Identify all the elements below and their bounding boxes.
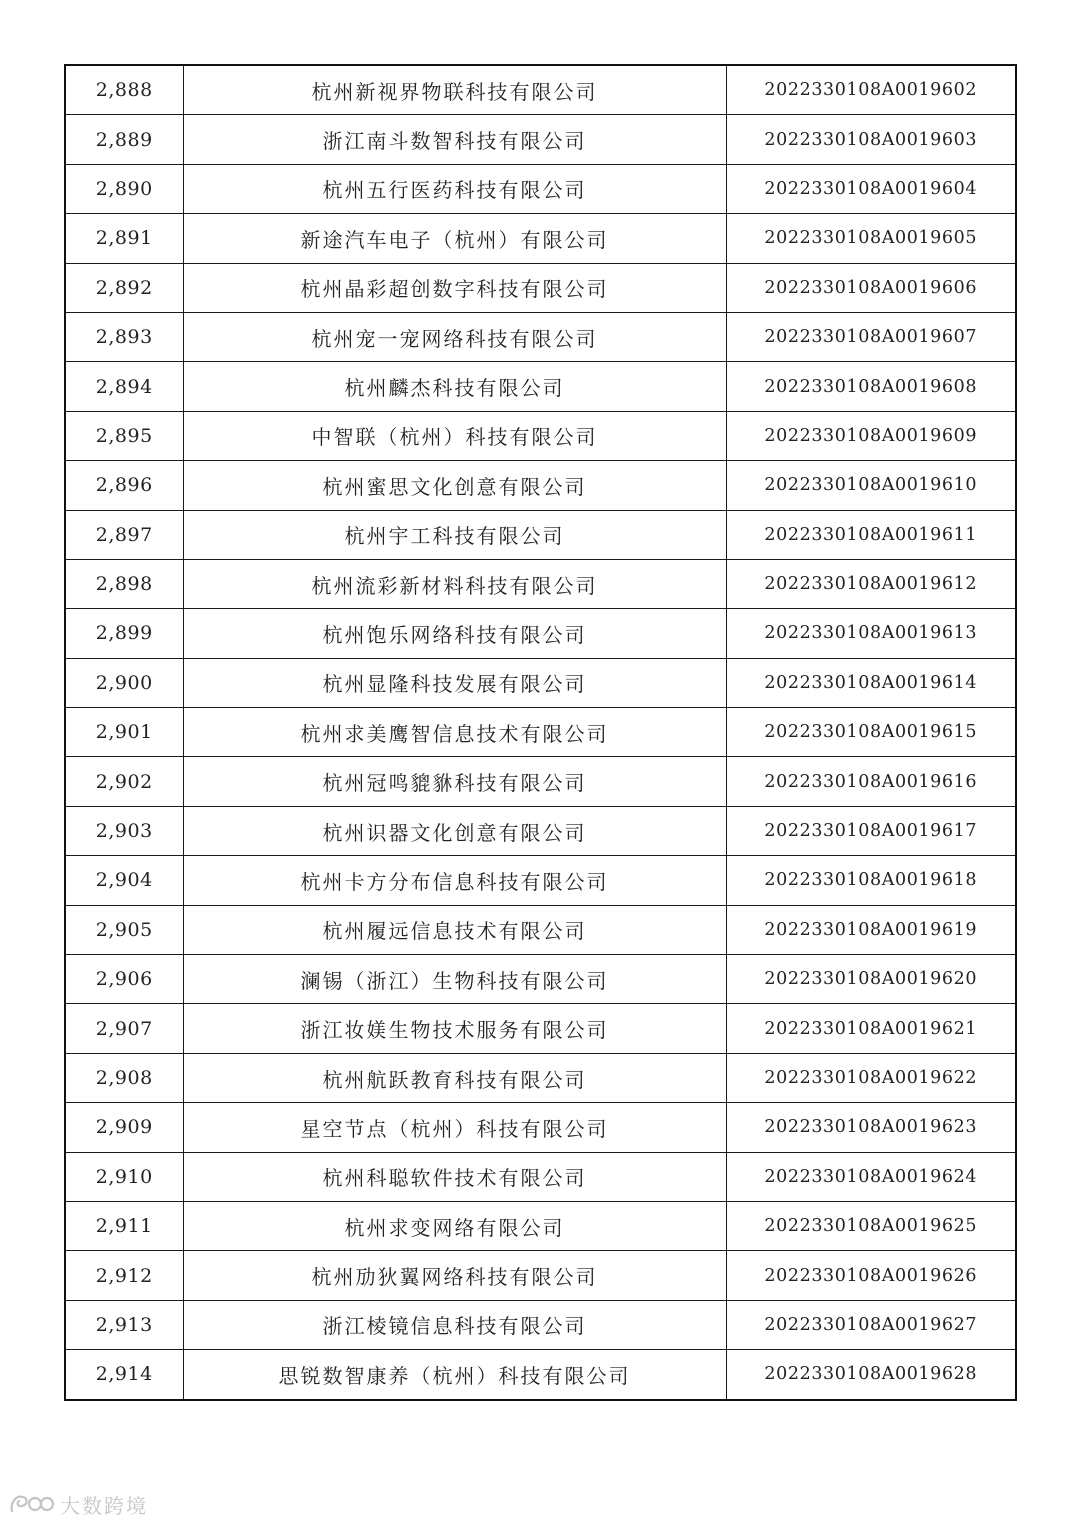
table-row <box>65 1053 1016 1102</box>
registration-code-cell: 2022330108A0019623 <box>726 1103 1016 1152</box>
table-row <box>65 461 1016 510</box>
row-number-cell: 2,888 <box>65 65 183 115</box>
registration-code-cell: 2022330108A0019626 <box>726 1251 1016 1300</box>
row-number-cell: 2,905 <box>65 905 183 954</box>
company-name-cell: 杭州宇工科技有限公司 <box>183 510 726 559</box>
table-row <box>65 411 1016 460</box>
company-name-cell: 杭州宠一宠网络科技有限公司 <box>183 312 726 361</box>
table-row <box>65 214 1016 263</box>
row-number-cell: 2,907 <box>65 1004 183 1053</box>
row-number-cell: 2,909 <box>65 1103 183 1152</box>
registration-code-cell: 2022330108A0019614 <box>726 658 1016 707</box>
company-name-cell: 中智联（杭州）科技有限公司 <box>183 411 726 460</box>
row-number-cell: 2,903 <box>65 806 183 855</box>
table-row <box>65 312 1016 361</box>
company-name-cell: 杭州五行医药科技有限公司 <box>183 164 726 213</box>
row-number-cell: 2,892 <box>65 263 183 312</box>
registration-code-cell: 2022330108A0019613 <box>726 609 1016 658</box>
company-name-cell: 思锐数智康养（杭州）科技有限公司 <box>183 1350 726 1400</box>
table-row <box>65 955 1016 1004</box>
table-row <box>65 905 1016 954</box>
table-row <box>65 559 1016 608</box>
row-number-cell: 2,893 <box>65 312 183 361</box>
company-name-cell: 杭州科聪软件技术有限公司 <box>183 1152 726 1201</box>
table-row <box>65 1300 1016 1349</box>
registration-code-cell: 2022330108A0019616 <box>726 757 1016 806</box>
registration-code-cell: 2022330108A0019628 <box>726 1350 1016 1400</box>
registration-code-cell: 2022330108A0019619 <box>726 905 1016 954</box>
row-number-cell: 2,911 <box>65 1201 183 1250</box>
company-name-cell: 杭州冠鸣貔貅科技有限公司 <box>183 757 726 806</box>
source-watermark <box>8 1488 148 1520</box>
row-number-cell: 2,912 <box>65 1251 183 1300</box>
registration-code-cell: 2022330108A0019621 <box>726 1004 1016 1053</box>
registration-code-cell: 2022330108A0019609 <box>726 411 1016 460</box>
row-number-cell: 2,902 <box>65 757 183 806</box>
table-row <box>65 510 1016 559</box>
company-name-cell: 杭州麟杰科技有限公司 <box>183 362 726 411</box>
registration-code-cell: 2022330108A0019617 <box>726 806 1016 855</box>
registry-table-body <box>65 65 1016 1400</box>
watermark-text: 大数跨境 <box>60 1493 148 1518</box>
table-row <box>65 1103 1016 1152</box>
company-name-cell: 杭州卡方分布信息科技有限公司 <box>183 856 726 905</box>
table-row <box>65 1350 1016 1400</box>
company-name-cell: 杭州求变网络有限公司 <box>183 1201 726 1250</box>
table-row <box>65 856 1016 905</box>
company-name-cell: 杭州显隆科技发展有限公司 <box>183 658 726 707</box>
registration-code-cell: 2022330108A0019627 <box>726 1300 1016 1349</box>
source-logo-icon <box>8 1489 54 1519</box>
registration-code-cell: 2022330108A0019625 <box>726 1201 1016 1250</box>
registration-code-cell: 2022330108A0019624 <box>726 1152 1016 1201</box>
company-name-cell: 杭州流彩新材料科技有限公司 <box>183 559 726 608</box>
company-name-cell: 星空节点（杭州）科技有限公司 <box>183 1103 726 1152</box>
table-row <box>65 1201 1016 1250</box>
row-number-cell: 2,890 <box>65 164 183 213</box>
company-name-cell: 杭州求美鹰智信息技术有限公司 <box>183 708 726 757</box>
row-number-cell: 2,908 <box>65 1053 183 1102</box>
company-name-cell: 杭州劢狄翼网络科技有限公司 <box>183 1251 726 1300</box>
row-number-cell: 2,896 <box>65 461 183 510</box>
registration-code-cell: 2022330108A0019606 <box>726 263 1016 312</box>
table-row <box>65 658 1016 707</box>
company-name-cell: 杭州履远信息技术有限公司 <box>183 905 726 954</box>
table-row <box>65 1251 1016 1300</box>
registration-code-cell: 2022330108A0019602 <box>726 65 1016 115</box>
table-row <box>65 115 1016 164</box>
company-registry-table <box>64 64 1017 1401</box>
table-row <box>65 806 1016 855</box>
registration-code-cell: 2022330108A0019611 <box>726 510 1016 559</box>
table-row <box>65 65 1016 115</box>
registration-code-cell: 2022330108A0019612 <box>726 559 1016 608</box>
registration-code-cell: 2022330108A0019622 <box>726 1053 1016 1102</box>
registration-code-cell: 2022330108A0019620 <box>726 955 1016 1004</box>
table-row <box>65 263 1016 312</box>
table-row <box>65 362 1016 411</box>
company-name-cell: 杭州蜜思文化创意有限公司 <box>183 461 726 510</box>
company-name-cell: 杭州识器文化创意有限公司 <box>183 806 726 855</box>
company-name-cell: 澜锡（浙江）生物科技有限公司 <box>183 955 726 1004</box>
table-row <box>65 1152 1016 1201</box>
registration-code-cell: 2022330108A0019607 <box>726 312 1016 361</box>
row-number-cell: 2,900 <box>65 658 183 707</box>
registration-code-cell: 2022330108A0019605 <box>726 214 1016 263</box>
company-name-cell: 浙江妆媄生物技术服务有限公司 <box>183 1004 726 1053</box>
company-name-cell: 新途汽车电子（杭州）有限公司 <box>183 214 726 263</box>
row-number-cell: 2,897 <box>65 510 183 559</box>
row-number-cell: 2,906 <box>65 955 183 1004</box>
table-row <box>65 708 1016 757</box>
company-name-cell: 杭州晶彩超创数字科技有限公司 <box>183 263 726 312</box>
registration-code-cell: 2022330108A0019603 <box>726 115 1016 164</box>
company-name-cell: 杭州航跃教育科技有限公司 <box>183 1053 726 1102</box>
row-number-cell: 2,910 <box>65 1152 183 1201</box>
registration-code-cell: 2022330108A0019604 <box>726 164 1016 213</box>
row-number-cell: 2,889 <box>65 115 183 164</box>
row-number-cell: 2,914 <box>65 1350 183 1400</box>
table-row <box>65 609 1016 658</box>
registration-code-cell: 2022330108A0019615 <box>726 708 1016 757</box>
row-number-cell: 2,904 <box>65 856 183 905</box>
registration-code-cell: 2022330108A0019618 <box>726 856 1016 905</box>
company-name-cell: 杭州新视界物联科技有限公司 <box>183 65 726 115</box>
registration-code-cell: 2022330108A0019608 <box>726 362 1016 411</box>
table-row <box>65 1004 1016 1053</box>
row-number-cell: 2,898 <box>65 559 183 608</box>
table-row <box>65 164 1016 213</box>
company-name-cell: 浙江南斗数智科技有限公司 <box>183 115 726 164</box>
table-row <box>65 757 1016 806</box>
row-number-cell: 2,894 <box>65 362 183 411</box>
row-number-cell: 2,895 <box>65 411 183 460</box>
company-name-cell: 浙江棱镜信息科技有限公司 <box>183 1300 726 1349</box>
company-name-cell: 杭州饱乐网络科技有限公司 <box>183 609 726 658</box>
row-number-cell: 2,901 <box>65 708 183 757</box>
row-number-cell: 2,899 <box>65 609 183 658</box>
registration-code-cell: 2022330108A0019610 <box>726 461 1016 510</box>
row-number-cell: 2,891 <box>65 214 183 263</box>
row-number-cell: 2,913 <box>65 1300 183 1349</box>
